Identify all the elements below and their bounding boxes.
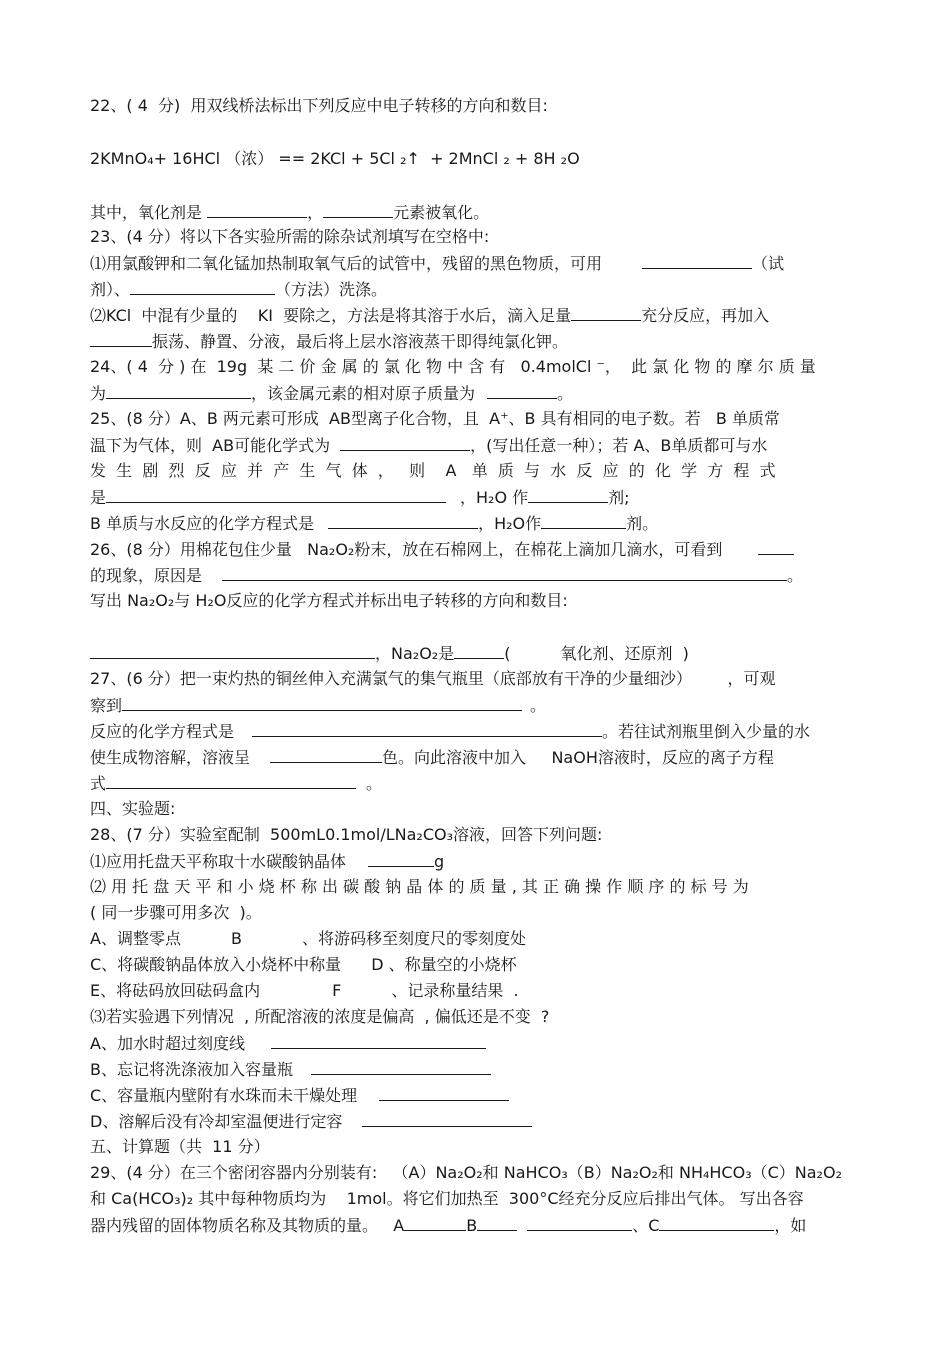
q23-l1b: （试 xyxy=(752,254,785,273)
blank xyxy=(207,202,307,218)
q26-line3 xyxy=(90,591,860,611)
q28-option-cd xyxy=(90,955,860,975)
blank xyxy=(270,747,382,763)
q22-fill-c: 元素被氧化。 xyxy=(393,203,490,222)
blank xyxy=(571,305,641,321)
q25-line2 xyxy=(90,435,860,456)
q26-l4c: 氧化剂、还原剂 ) xyxy=(560,644,689,663)
q23-line1 xyxy=(90,253,860,274)
q25-line1 xyxy=(90,409,860,429)
blank xyxy=(758,539,794,555)
q27-l4b: 色。向此溶液中加入 NaOH溶液时，反应的离子方程 xyxy=(382,748,774,767)
q28-lb: B、忘记将洗涤液加入容量瓶 xyxy=(90,1060,293,1079)
blank xyxy=(106,773,356,789)
section-heading xyxy=(90,799,860,819)
q29-l3c: 、C xyxy=(632,1216,660,1235)
q26-line1 xyxy=(90,539,860,560)
q28-line8 xyxy=(90,1007,860,1027)
q24-line1 xyxy=(90,357,860,377)
q27-l2b: 。 xyxy=(530,696,547,715)
q27-l4a: 使生成物溶解，溶液呈 xyxy=(90,748,251,767)
q27-l3b: 。若往试剂瓶里倒入少量的水 xyxy=(602,722,811,741)
q25-l2b: ，(写出任意一种）；若 A、B单质都可与水 xyxy=(470,436,768,455)
q22-fill-b: ， xyxy=(307,203,324,222)
q28-lc: C、容量瓶内壁附有水珠而未干燥处理 xyxy=(90,1086,358,1105)
blank xyxy=(379,1085,509,1101)
q25-line3 xyxy=(90,461,860,481)
q22-title xyxy=(90,96,860,116)
section-heading xyxy=(90,1137,860,1157)
q29-l1: 29、(4 分）在三个密闭容器内分别装有: （A）Na₂O₂和 NaHCO₃（B）Na₂O₂和 NH₄HCO₃（C）Na₂O₂ xyxy=(90,1163,842,1182)
blank xyxy=(340,435,470,451)
section4-text: 四、实验题: xyxy=(90,799,176,818)
q22-equation xyxy=(90,149,860,169)
q23-l3a: ⑵KCl 中混有少量的 KI 要除之，方法是将其溶于水后，滴入足量 xyxy=(90,306,572,325)
q28-l3: ⑵ 用 托 盘 天 平 和 小 烧 杯 称 出 碳 酸 钠 晶 体 的 质 量 , 其 正 确 操 作 顺 序 的 标 号 为 xyxy=(90,877,749,896)
q22-fill-a: 其中，氧化剂是 xyxy=(90,203,208,222)
q25-l2a: 温下为气体，则 AB可能化学式为 xyxy=(90,436,331,455)
q28-case-d xyxy=(90,1111,860,1132)
q28-line3 xyxy=(90,877,860,897)
blank xyxy=(404,1215,466,1231)
blank xyxy=(130,279,275,295)
q28-case-c xyxy=(90,1085,860,1106)
q25-line4 xyxy=(90,487,860,508)
blank xyxy=(271,1033,486,1049)
blank xyxy=(362,1111,532,1127)
q24-l2c: 。 xyxy=(557,384,574,403)
q29-line2 xyxy=(90,1189,860,1209)
q22-equation-text: 2KMnO₄+ 16HCl （浓） == 2KCl + 5Cl ₂↑ + 2MnCl ₂ + 8H ₂O xyxy=(90,149,580,168)
q28-line1 xyxy=(90,825,860,845)
blank xyxy=(328,513,478,529)
q28-l4: ( 同一步骤可用多次 )。 xyxy=(90,903,262,922)
q28-l2b: g xyxy=(434,852,445,871)
q23-title-text: 23、(4 分）将以下各实验所需的除杂试剂填写在空格中: xyxy=(90,227,490,246)
q26-l2a: 的现象，原因是 xyxy=(90,566,203,585)
q28-la: A、加水时超过刻度线 xyxy=(90,1034,245,1053)
q27-line4 xyxy=(90,747,860,768)
q23-title xyxy=(90,227,860,247)
q28-l7b: F xyxy=(332,981,342,1000)
q28-case-a xyxy=(90,1033,860,1054)
blank xyxy=(527,1215,632,1231)
q24-l1: 24、( 4 分 ) 在 19g 某 二 价 金 属 的 氯 化 物 中 含 有 0.4molCl ⁻， 此 氯 化 物 的 摩 尔 质 量 xyxy=(90,357,816,376)
q29-line3 xyxy=(90,1215,860,1236)
q27-l5a: 式 xyxy=(90,774,107,793)
q27-l5b: 。 xyxy=(366,774,383,793)
q25-l5c: 剂。 xyxy=(626,514,659,533)
q25-l3: 发 生 剧 烈 反 应 并 产 生 气 体 ， 则 A 单 质 与 水 反 应 的 化 学 方 程 式 xyxy=(90,461,776,480)
q29-l3b: B xyxy=(466,1216,478,1235)
q28-l1: 28、(7 分）实验室配制 500mL0.1mol/LNa₂CO₃溶液，回答下列问题: xyxy=(90,825,603,844)
blank xyxy=(541,513,626,529)
q27-line2 xyxy=(90,695,860,716)
q28-l5c: 、将游码移至刻度尺的零刻度处 xyxy=(301,929,526,948)
q23-l3b: 充分反应，再加入 xyxy=(641,306,770,325)
q25-l4a: 是 xyxy=(90,488,107,507)
q28-l8: ⑶若实验遇下列情况 , 所配溶液的浓度是偏高 , 偏低还是不变 ? xyxy=(90,1007,550,1026)
q24-l2a: 为 xyxy=(90,384,107,403)
blank xyxy=(477,1215,517,1231)
q25-l4c: 剂; xyxy=(608,488,630,507)
q25-l1: 25、(8 分）A、B 两元素可形成 AB型离子化合物，且 A⁺、B 具有相同的电子数。若 B 单质常 xyxy=(90,409,780,428)
blank xyxy=(323,202,393,218)
q27-line3 xyxy=(90,721,860,742)
q25-l5a: B 单质与水反应的化学方程式是 xyxy=(90,514,315,533)
q29-line1 xyxy=(90,1163,860,1183)
q23-line2 xyxy=(90,279,860,300)
q24-l2b: ，该金属元素的相对原子质量为 xyxy=(251,384,476,403)
q28-l5a: A、调整零点 xyxy=(90,929,181,948)
blank xyxy=(659,1215,774,1231)
q23-line4 xyxy=(90,331,860,352)
q28-l5b: B xyxy=(230,929,242,948)
q28-l7a: E、将砝码放回砝码盒内 xyxy=(90,981,261,1000)
blank xyxy=(122,695,522,711)
q23-l4: 振荡、静置、分液，最后将上层水溶液蒸干即得纯氯化钾。 xyxy=(152,332,569,351)
q26-line2 xyxy=(90,565,860,586)
q28-option-ef xyxy=(90,981,860,1001)
blank xyxy=(106,383,251,399)
q27-l2a: 察到 xyxy=(90,696,123,715)
q28-option-ab xyxy=(90,929,860,949)
q25-l5b: ，H₂O作 xyxy=(478,514,542,533)
q22-title-text: 22、( 4 分) 用双线桥法标出下列反应中电子转移的方向和数目: xyxy=(90,96,548,115)
q24-line2 xyxy=(90,383,860,404)
section5-text: 五、计算题（共 11 分） xyxy=(90,1137,270,1156)
q29-l3d: ，如 xyxy=(774,1216,807,1235)
blank xyxy=(642,253,752,269)
q26-l1a: 26、(8 分）用棉花包住少量 Na₂O₂粉末，放在石棉网上，在棉花上滴加几滴水，可看到 xyxy=(90,540,723,559)
q27-line1 xyxy=(90,669,860,689)
q27-line5 xyxy=(90,773,860,794)
q27-l3a: 反应的化学方程式是 xyxy=(90,722,235,741)
blank xyxy=(454,643,504,659)
blank xyxy=(222,565,787,581)
q23-line3 xyxy=(90,305,860,326)
blank xyxy=(311,1059,491,1075)
blank xyxy=(487,383,557,399)
q28-line2 xyxy=(90,851,860,872)
q29-l2: 和 Ca(HCO₃)₂ 其中每种物质均为 1mol。将它们加热至 300°C经充分反应后排出气体。 写出各容 xyxy=(90,1189,804,1208)
q23-l1a: ⑴用氯酸钾和二氧化锰加热制取氧气后的试管中，残留的黑色物质，可用 xyxy=(90,254,603,273)
q28-case-b xyxy=(90,1059,860,1080)
q28-line4 xyxy=(90,903,860,923)
blank xyxy=(106,487,446,503)
q28-ld: D、溶解后没有冷却室温便进行定容 xyxy=(90,1112,343,1131)
q25-l4b: ，H₂O 作 xyxy=(460,488,529,507)
q27-l1: 27、(6 分）把一束灼热的铜丝伸入充满氯气的集气瓶里（底部放有干净的少量细沙） ，可观 xyxy=(90,669,776,688)
q29-l3a: 器内残留的固体物质名称及其物质的量。 A xyxy=(90,1216,405,1235)
q22-fill xyxy=(90,202,860,223)
q26-l4b: ( xyxy=(504,644,511,663)
q28-l2a: ⑴应用托盘天平称取十水碳酸钠晶体 xyxy=(90,852,347,871)
blank xyxy=(90,643,375,659)
blank xyxy=(90,331,152,347)
q26-line4 xyxy=(90,643,860,664)
q23-l2b: （方法）洗涤。 xyxy=(275,280,388,299)
q28-l7c: 、记录称量结果 . xyxy=(391,981,519,1000)
blank xyxy=(528,487,608,503)
q28-l6b: D 、称量空的小烧杯 xyxy=(371,955,517,974)
q26-l2b: 。 xyxy=(787,566,804,585)
q23-l2a: 剂）、 xyxy=(90,280,131,299)
q28-l6a: C、将碳酸钠晶体放入小烧杯中称量 xyxy=(90,955,342,974)
blank xyxy=(368,851,434,867)
q26-l4a: ，Na₂O₂是 xyxy=(375,644,455,663)
blank xyxy=(252,721,602,737)
q25-line5 xyxy=(90,513,860,534)
q26-l3: 写出 Na₂O₂与 H₂O反应的化学方程式并标出电子转移的方向和数目: xyxy=(90,591,568,610)
